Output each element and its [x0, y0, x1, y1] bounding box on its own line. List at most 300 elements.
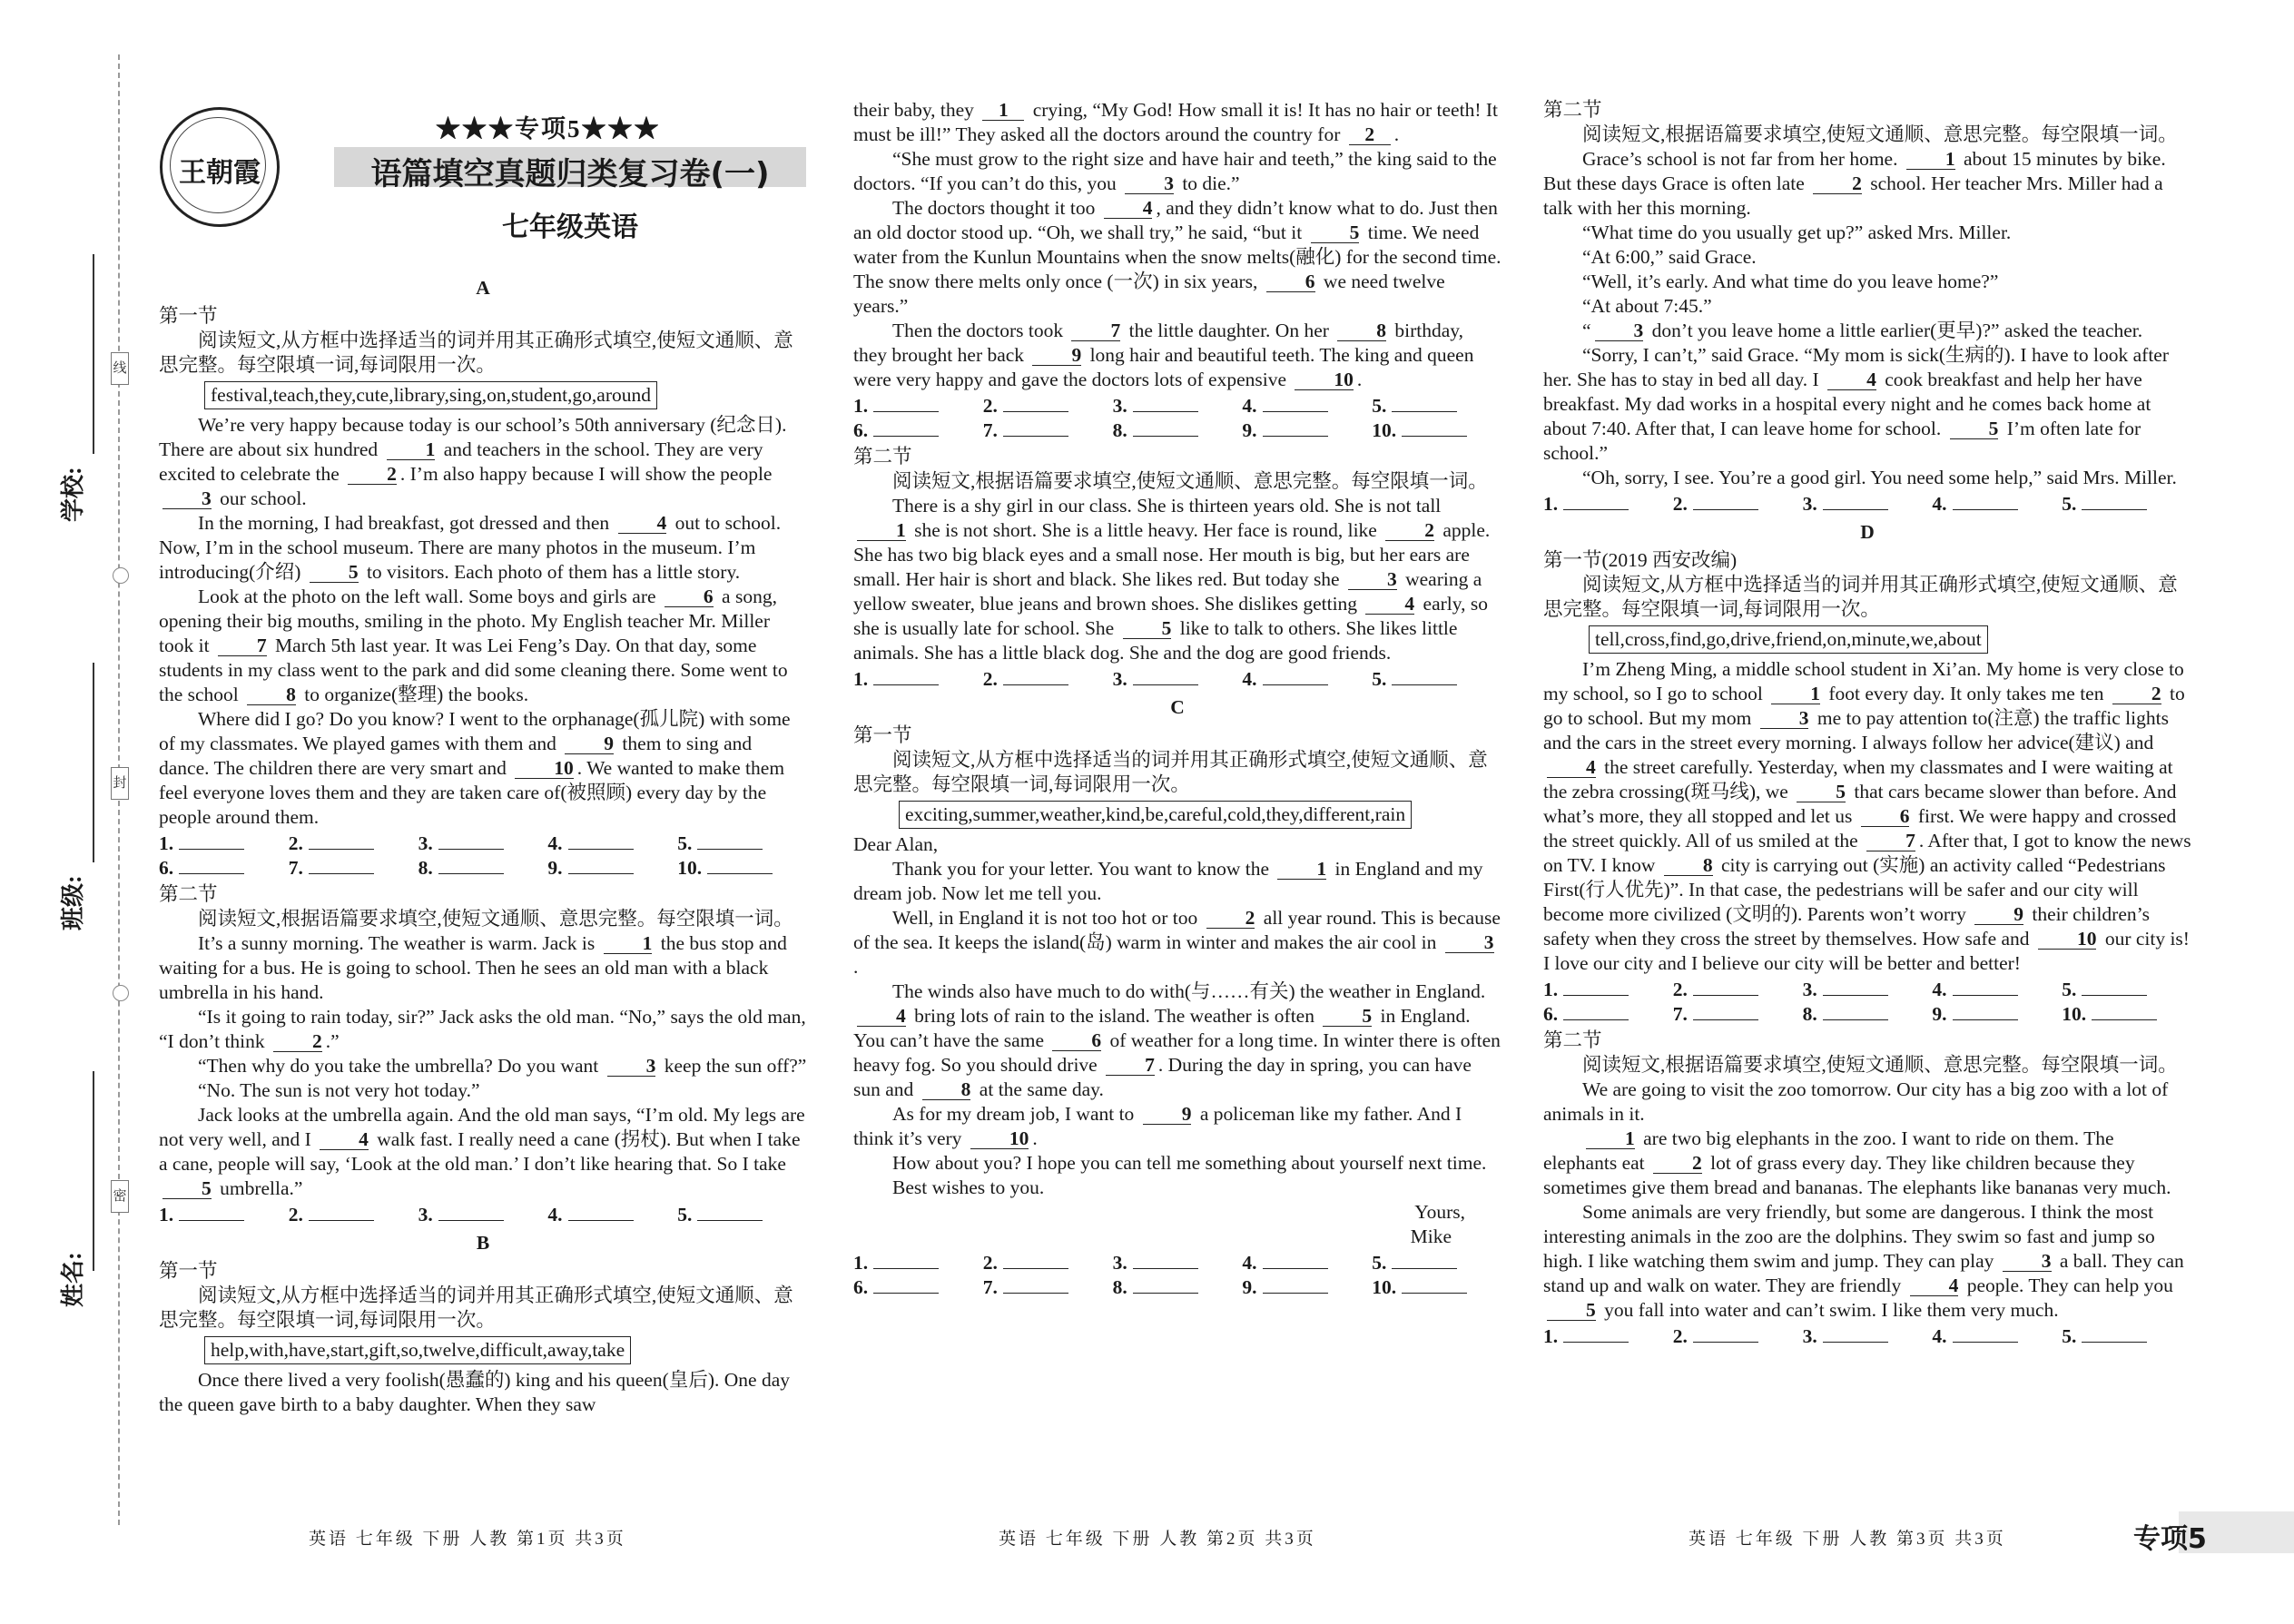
- blank-number[interactable]: 5: [162, 1179, 212, 1199]
- passage-text: to die.”: [1177, 172, 1240, 194]
- part-2-label: 第二节: [1543, 1029, 1602, 1051]
- passage-text: a song, opening their big mouths, smiling in the photo. My English teacher Mr. Miller took it: [159, 586, 777, 656]
- passage-text: We are going to visit the zoo tomorrow. Our city has a big zoo with a lot of animals in it.: [1543, 1078, 2169, 1125]
- passage-text: our school.: [214, 487, 307, 509]
- blank-number[interactable]: 9: [1143, 1105, 1192, 1125]
- section-a-heading: A: [476, 277, 490, 299]
- blank-number[interactable]: 6: [1266, 272, 1315, 292]
- passage-text: “What time do you usually get up?” asked Mrs. Miller.: [1582, 221, 2012, 243]
- blank-number[interactable]: 2: [273, 1032, 322, 1052]
- passage-text: our city is! I love our city and I believe our city will be better and better!: [1543, 928, 2190, 974]
- paragraph: [1543, 270, 2191, 294]
- answer-slot[interactable]: 7.: [1673, 1002, 1803, 1027]
- answer-slot[interactable]: 4.: [1932, 492, 2062, 517]
- blank-number[interactable]: 1: [604, 934, 653, 954]
- blank-number[interactable]: 1: [1906, 150, 1955, 170]
- passage-d1: [1543, 657, 2191, 976]
- answer-slot[interactable]: 10.: [1372, 418, 1501, 443]
- passage-text: In the morning, I had breakfast, got dressed and then: [198, 512, 615, 534]
- part-1-label: 第一节: [159, 305, 218, 327]
- blank-number[interactable]: 3: [607, 1057, 656, 1077]
- passage-text: “Well, it’s early. And what time do you leave home?”: [1582, 271, 1999, 292]
- passage-text: Well, in England it is not too hot or too: [892, 907, 1203, 929]
- answer-slot[interactable]: 1.: [1543, 1324, 1673, 1349]
- answer-slot[interactable]: 2.: [289, 1203, 418, 1227]
- passage-text: are two big elephants in the zoo. I want to ride on them. The elephants eat: [1543, 1127, 2114, 1174]
- answer-slot[interactable]: 7.: [289, 856, 418, 881]
- answer-slot[interactable]: 3.: [1113, 667, 1243, 692]
- part-1-instructions: 阅读短文,从方框中选择适当的词并用其正确形式填空,使短文通顺、意思完整。每空限填一词,每词限用一次。: [159, 1284, 793, 1331]
- blank-number[interactable]: 3: [1125, 174, 1174, 194]
- paragraph: [159, 707, 807, 830]
- passage-text: birthday, they brought her back: [853, 320, 1464, 366]
- blank-number[interactable]: 3: [1445, 933, 1494, 953]
- answer-slot[interactable]: 8.: [1803, 1002, 1933, 1027]
- blank-number[interactable]: 6: [1052, 1031, 1101, 1051]
- paragraph: [159, 1103, 807, 1201]
- answer-slot[interactable]: 4.: [1242, 667, 1372, 692]
- paragraph: [853, 906, 1501, 979]
- blank-number[interactable]: 5: [1797, 782, 1846, 802]
- passage-text: them to sing and dance. The children there are very smart and: [159, 733, 753, 779]
- passage-text: cook breakfast and help her have breakfast. My dad works in a hospital every night and he comes back home at about 7:40. After that, I can leave home for school.: [1543, 369, 2151, 439]
- part-1-label: 第一节(2019 西安改编): [1543, 549, 1738, 571]
- blank-number[interactable]: 7: [1071, 321, 1120, 341]
- passage-text: bring lots of rain to the island. The weather is often: [909, 1005, 1320, 1027]
- passage-text: she is not short. She is a little heavy. Her face is round, like: [909, 519, 1383, 541]
- answer-slot[interactable]: 10.: [1372, 1275, 1501, 1300]
- answer-row: [853, 667, 1501, 692]
- passage-text: at the same day.: [974, 1078, 1104, 1100]
- passage-text: The doctors thought it too: [892, 197, 1100, 219]
- passage-b2: [853, 494, 1501, 665]
- answer-slot[interactable]: 2.: [1673, 1324, 1803, 1349]
- blank-number[interactable]: 2: [2112, 684, 2161, 704]
- answer-slot[interactable]: 6.: [159, 856, 289, 881]
- blank-number[interactable]: 1: [1586, 1129, 1635, 1149]
- paragraph: [1543, 221, 2191, 245]
- page-subtitle: 七年级英语: [502, 212, 638, 243]
- paragraph: [1543, 466, 2191, 490]
- passage-text: to go to school. But my mom: [1543, 683, 2185, 729]
- page-footer: 英语 七年级 下册 人教 第2页 共3页: [999, 1530, 1316, 1549]
- answer-slot[interactable]: 10.: [677, 856, 807, 881]
- part-1-instructions: 阅读短文,从方框中选择适当的词并用其正确形式填空,使短文通顺、意思完整。每空限填一词,每词限用一次。: [159, 330, 793, 376]
- paragraph: [853, 98, 1501, 147]
- answer-slot[interactable]: 8.: [418, 856, 548, 881]
- answer-slot[interactable]: 4.: [1932, 1324, 2062, 1349]
- answer-slot[interactable]: 8.: [1113, 418, 1243, 443]
- word-box: help,with,have,start,gift,so,twelve,difficult,away,take: [204, 1336, 631, 1364]
- word-box: festival,teach,they,cute,library,sing,on,student,go,around: [204, 381, 657, 409]
- part-2-instructions: 阅读短文,根据语篇要求填空,使短文通顺、意思完整。每空限填一词。: [1582, 123, 2178, 145]
- paragraph: [1543, 294, 2191, 319]
- school-label: 学校:: [60, 467, 86, 522]
- passage-text: the bus stop and waiting for a bus. He is going to school. Then he sees an old man with a black umbrella in his hand.: [159, 932, 787, 1003]
- blank-number[interactable]: 5: [310, 563, 359, 583]
- answer-slot[interactable]: 8.: [1113, 1275, 1243, 1300]
- part-1-label: 第一节: [853, 724, 912, 746]
- blank-number[interactable]: 10: [515, 759, 574, 779]
- passage-text: about 15 minutes by bike. But these days Grace is often late: [1543, 148, 2166, 194]
- paragraph: [853, 494, 1501, 665]
- answer-slot[interactable]: 3.: [1803, 1324, 1933, 1349]
- blank-number[interactable]: 9: [565, 734, 614, 754]
- blank-number[interactable]: 8: [247, 685, 296, 705]
- paragraph: [159, 1005, 807, 1054]
- blank-number[interactable]: 7: [1106, 1056, 1155, 1076]
- answer-row: [1543, 978, 2191, 1027]
- binding-hole: [113, 567, 129, 584]
- blank-number[interactable]: 10: [2038, 930, 2097, 950]
- answer-slot[interactable]: 1.: [1543, 492, 1673, 517]
- letter-greeting: Dear Alan,: [853, 833, 939, 855]
- passage-b1-start: Once there lived a very foolish(愚蠢的) king and his queen(皇后). One day the queen gave birth to a baby daughter. When they saw: [159, 1369, 790, 1415]
- answer-slot[interactable]: 5.: [2062, 978, 2191, 1002]
- answer-slot[interactable]: 2.: [1673, 492, 1803, 517]
- answer-slot[interactable]: 3.: [418, 832, 548, 856]
- passage-text: . I’m also happy because I will show the people: [399, 463, 773, 485]
- blank-number[interactable]: 5: [1311, 223, 1360, 243]
- binding-seal-char: 密: [111, 1180, 129, 1213]
- answer-slot[interactable]: 6.: [853, 418, 983, 443]
- paragraph: [853, 319, 1501, 392]
- answer-slot[interactable]: 5.: [677, 1203, 807, 1227]
- blank-number[interactable]: 4: [1365, 595, 1414, 615]
- school-fill-line: [93, 254, 94, 454]
- passage-text: “Oh, sorry, I see. You’re a good girl. You need some help,” said Mrs. Miller.: [1582, 467, 2177, 488]
- passage-text: to visitors. Each photo of them has a little story.: [361, 561, 741, 583]
- blank-number[interactable]: 6: [665, 587, 714, 607]
- answer-slot[interactable]: 1.: [159, 1203, 289, 1227]
- paragraph: [1543, 319, 2191, 343]
- blank-number[interactable]: 4: [1910, 1276, 1959, 1296]
- blank-number[interactable]: 4: [857, 1007, 906, 1027]
- answer-slot[interactable]: 4.: [1932, 978, 2062, 1002]
- passage-text: “At 6:00,” said Grace.: [1582, 246, 1757, 268]
- blank-number[interactable]: 2: [1813, 174, 1862, 194]
- paragraph: [159, 585, 807, 707]
- passage-text: It’s a sunny morning. The weather is warm. Jack is: [198, 932, 600, 954]
- series-label: ★★★专项5★★★: [436, 115, 661, 143]
- passage-text: Best wishes to you.: [892, 1176, 1045, 1198]
- answer-row: [1543, 492, 2191, 517]
- answer-slot[interactable]: 1.: [853, 1251, 983, 1275]
- passage-text: Jack looks at the umbrella again. And the old man says, “I’m old. My legs are not very well, and I: [159, 1104, 805, 1150]
- blank-number[interactable]: 3: [1595, 321, 1644, 341]
- passage-text: we need twelve years.”: [853, 271, 1445, 317]
- passage-text: Where did I go? Do you know? I went to the orphanage(孤儿院) with some of my classmates. We played games with them and: [159, 708, 791, 754]
- blank-number[interactable]: 2: [1385, 521, 1434, 541]
- class-fill-line: [93, 663, 94, 862]
- paragraph: [1543, 1200, 2191, 1323]
- passage-text: . After that, I got to know the news on TV. I know: [1543, 830, 2191, 876]
- passage-text: There is a shy girl in our class. She is thirteen years old. She is not tall: [892, 495, 1442, 517]
- answer-row: [159, 832, 807, 881]
- answer-slot[interactable]: 5.: [2062, 492, 2191, 517]
- class-label: 班级:: [60, 875, 86, 930]
- answer-slot[interactable]: 5.: [2062, 1324, 2191, 1349]
- blank-number[interactable]: 1: [1771, 684, 1820, 704]
- answer-slot[interactable]: 2.: [983, 394, 1113, 418]
- passage-text: long hair and beautiful teeth. The king and queen were very happy and gave the doctors lots of expensive: [853, 344, 1474, 390]
- passage-text: umbrella.”: [214, 1177, 303, 1199]
- answer-slot[interactable]: 2.: [983, 1251, 1113, 1275]
- passage-text: . We wanted to make them feel everyone loves them and they are taken care of(被照顾) every day by the people around them.: [159, 757, 785, 828]
- blank-number[interactable]: 2: [1653, 1154, 1702, 1174]
- passage-text: wearing a yellow sweater, blue jeans and brown shoes. She dislikes getting: [853, 568, 1482, 615]
- passage-text: “She must grow to the right size and have hair and teeth,” the king said to the doctors. “If you can’t do this, you: [853, 148, 1497, 194]
- passage-text: their children’s safety when they cross the street by themselves. How safe and: [1543, 903, 2150, 950]
- answer-slot[interactable]: 1.: [159, 832, 289, 856]
- paragraph: [1543, 1078, 2191, 1127]
- passage-text: crying, “My God! How small it is! It has no hair or teeth! It must be ill!” They asked all the doctors around the country for: [853, 99, 1498, 145]
- passage-text: As for my dream job, I want to: [892, 1103, 1139, 1125]
- paragraph: [159, 1078, 807, 1103]
- answer-slot[interactable]: 4.: [1242, 394, 1372, 418]
- answer-row: [1543, 1324, 2191, 1349]
- word-box: tell,cross,find,go,drive,friend,on,minute,we,about: [1589, 625, 1988, 654]
- answer-slot[interactable]: 5.: [1372, 1251, 1501, 1275]
- blank-number[interactable]: 1: [1277, 860, 1326, 880]
- passage-text: “Is it going to rain today, sir?” Jack asks the old man. “No,” says the old man, “I don’t think: [159, 1006, 806, 1052]
- blank-number[interactable]: 3: [162, 489, 212, 509]
- blank-number[interactable]: 1: [982, 101, 1024, 121]
- passage-text: Some animals are very friendly, but some are dangerous. I think the most interesting animals in the zoo are the dolphins. They swim so fast and jump so high. I like watching them swim and jump. They can play: [1543, 1201, 2155, 1272]
- answer-row: [159, 1203, 807, 1227]
- paragraph: [853, 979, 1501, 1102]
- name-fill-line: [93, 1071, 94, 1271]
- answer-slot[interactable]: 1.: [1543, 978, 1673, 1002]
- paragraph: [853, 147, 1501, 196]
- answer-slot[interactable]: 4.: [547, 832, 677, 856]
- passage-text: March 5th last year. It was Lei Feng’s Day. On that day, some students in my class went to the park and did some cleaning there. Some went to the school: [159, 635, 788, 705]
- letter-closing: Yours,: [1414, 1201, 1465, 1223]
- blank-number[interactable]: 4: [618, 514, 667, 534]
- paragraph: [1543, 343, 2191, 466]
- blank-number[interactable]: 5: [1547, 1301, 1596, 1321]
- blank-number[interactable]: 10: [970, 1129, 1029, 1149]
- paragraph: [853, 196, 1501, 319]
- answer-slot[interactable]: 3.: [1803, 492, 1933, 517]
- passage-text: like to talk to others. She likes little animals. She has a little black dog. She and the dog are good friends.: [853, 617, 1458, 664]
- answer-slot[interactable]: 9.: [1242, 418, 1372, 443]
- section-badge: 专项5: [2133, 1523, 2207, 1555]
- blank-number[interactable]: 7: [1866, 832, 1915, 851]
- answer-slot[interactable]: 5.: [1372, 394, 1501, 418]
- part-1-instructions: 阅读短文,从方框中选择适当的词并用其正确形式填空,使短文通顺、意思完整。每空限填一词,每词限用一次。: [1543, 574, 2178, 620]
- passage-text: and teachers in the school. They are very excited to celebrate the: [159, 438, 763, 485]
- answer-slot[interactable]: 6.: [853, 1275, 983, 1300]
- passage-text: I’m often late for school.”: [1543, 418, 2141, 464]
- section-b-heading: B: [476, 1232, 490, 1254]
- passage-text: .: [1356, 369, 1363, 390]
- passage-text: out to school. Now, I’m in the school museum. There are many photos in the museum. I’m introducing(介绍): [159, 512, 782, 583]
- blank-number[interactable]: 9: [1974, 905, 2023, 925]
- blank-number[interactable]: 3: [2003, 1252, 2052, 1272]
- binding-seal-char: 线: [111, 352, 129, 385]
- part-1-label: 第一节: [159, 1260, 218, 1282]
- passage-text: don’t you leave home a little earlier(更早)?” asked the teacher.: [1647, 320, 2143, 341]
- passage-text: “Then why do you take the umbrella? Do you want: [198, 1055, 604, 1077]
- part-1-instructions: 阅读短文,从方框中选择适当的词并用其正确形式填空,使短文通顺、意思完整。每空限填一词,每词限用一次。: [853, 749, 1488, 795]
- blank-number[interactable]: 6: [1861, 807, 1910, 827]
- blank-number[interactable]: 4: [1827, 370, 1876, 390]
- passage-text: to organize(整理) the books.: [299, 684, 529, 705]
- paragraph: [159, 931, 807, 1005]
- passage-text: I’m Zheng Ming, a middle school student in Xi’an. My home is very close to my school, so I go to school: [1543, 658, 2184, 704]
- blank-number[interactable]: 5: [1123, 619, 1172, 639]
- answer-slot[interactable]: 9.: [1932, 1002, 2062, 1027]
- passage-text: Then the doctors took: [892, 320, 1068, 341]
- blank-number[interactable]: 4: [1547, 758, 1596, 778]
- passage-text: foot every day. It only takes me ten: [1824, 683, 2109, 704]
- passage-text: The winds also have much to do with(与……有关) the weather in England.: [892, 980, 1486, 1002]
- blank-number[interactable]: 9: [1032, 346, 1081, 366]
- answer-slot[interactable]: 4.: [1242, 1251, 1372, 1275]
- part-2-instructions: 阅读短文,根据语篇要求填空,使短文通顺、意思完整。每空限填一词。: [1582, 1054, 2178, 1076]
- answer-slot[interactable]: 3.: [1803, 978, 1933, 1002]
- answer-slot[interactable]: 3.: [418, 1203, 548, 1227]
- passage-text: . During the day in spring, you can have sun and: [853, 1054, 1472, 1100]
- answer-row: [853, 394, 1501, 443]
- blank-number[interactable]: 1: [857, 521, 906, 541]
- passage-a1: [159, 413, 807, 830]
- passage-text: Grace’s school is not far from her home.: [1582, 148, 1903, 170]
- blank-number[interactable]: 1: [387, 440, 436, 460]
- blank-number[interactable]: 2: [348, 465, 397, 485]
- brand-logo: 王朝霞: [160, 107, 280, 227]
- answer-slot[interactable]: 5.: [677, 832, 807, 856]
- passage-text: all year round. This is because of the sea. It keeps the island(岛) warm in winter and makes the air cool in: [853, 907, 1501, 953]
- passage-text: that cars became slower than before. And what’s more, they all stopped and let us: [1543, 781, 2177, 827]
- passage-text: a ball. They can stand up and walk on water. They are friendly: [1543, 1250, 2184, 1296]
- passage-text: in England. You can’t have the same: [853, 1005, 1471, 1051]
- passage-text: the street carefully. Yesterday, when my classmates and I were waiting at the zebra crossing(斑马线), we: [1543, 756, 2173, 802]
- answer-slot[interactable]: 2.: [289, 832, 418, 856]
- blank-number[interactable]: 8: [922, 1080, 971, 1100]
- blank-number[interactable]: 7: [218, 636, 267, 656]
- passage-text: first. We were happy and crossed the street quickly. All of us smiled at the: [1543, 805, 2177, 851]
- passage-text: , and they didn’t know what to do. Just then an old doctor stood up. “Oh, we shall try,” he said, “but it: [853, 197, 1498, 243]
- passage-text: of weather for a long time. In winter there is often heavy fog. So you should drive: [853, 1029, 1501, 1076]
- passage-text: time. We need water from the Kunlun Mountains when the snow melts(融化) for the second time. The snow there melts only once (一次) in six years,: [853, 221, 1501, 292]
- blank-number[interactable]: 2: [1206, 909, 1255, 929]
- blank-number[interactable]: 8: [1664, 856, 1713, 876]
- passage-text: We’re very happy because today is our school’s 50th anniversary (纪念日). There are about six hundred: [159, 414, 787, 460]
- section-d-heading: D: [1860, 521, 1875, 543]
- passage-text: .: [1032, 1127, 1038, 1149]
- word-box: exciting,summer,weather,kind,be,careful,cold,they,different,rain: [899, 801, 1412, 829]
- answer-slot[interactable]: 3.: [1113, 394, 1243, 418]
- answer-slot[interactable]: 10.: [2062, 1002, 2191, 1027]
- paragraph: [853, 1102, 1501, 1151]
- paragraph: [159, 413, 807, 511]
- passage-text: a policeman like my father. And I think it’s very: [853, 1103, 1462, 1149]
- passage-text: the little daughter. On her: [1124, 320, 1334, 341]
- passage-text: you fall into water and can’t swim. I like them very much.: [1599, 1299, 2059, 1321]
- answer-slot[interactable]: 2.: [983, 667, 1113, 692]
- answer-slot[interactable]: 9.: [547, 856, 677, 881]
- page-footer: 英语 七年级 下册 人教 第1页 共3页: [309, 1530, 626, 1549]
- section-c-heading: C: [1170, 696, 1185, 718]
- passage-text: in England and my dream job. Now let me tell you.: [853, 858, 1483, 904]
- passage-text: Thank you for your letter. You want to know the: [892, 858, 1275, 880]
- passage-text: “Sorry, I can’t,” said Grace. “My mom is sick(生病的). I have to look after her. She has to stay in bed all day. I: [1543, 344, 2169, 390]
- column-3: [1543, 98, 2191, 1351]
- passage-c1: [853, 857, 1501, 1200]
- answer-slot[interactable]: 1.: [853, 667, 983, 692]
- passage-text: their baby, they: [853, 99, 980, 121]
- blank-number[interactable]: 5: [1950, 419, 1999, 439]
- answer-slot[interactable]: 2.: [1673, 978, 1803, 1002]
- answer-slot[interactable]: 1.: [853, 394, 983, 418]
- binding-seal-char: 封: [111, 767, 129, 800]
- passage-a2: [159, 931, 807, 1201]
- passage-text: Look at the photo on the left wall. Some boys and girls are: [198, 586, 661, 607]
- blank-number[interactable]: 3: [1760, 709, 1809, 729]
- passage-text: walk fast. I really need a cane (拐杖). But when I take a cane, people will say, ‘Look at the old man.’ I don’t like hearing that. So I take: [159, 1128, 801, 1175]
- passage-text: early, so she is usually late for school. She: [853, 593, 1488, 639]
- passage-text: .”: [325, 1030, 340, 1052]
- answer-slot[interactable]: 7.: [983, 418, 1113, 443]
- page-footer: 英语 七年级 下册 人教 第3页 共3页: [1689, 1530, 2006, 1549]
- paragraph: [1543, 1127, 2191, 1200]
- blank-number[interactable]: 4: [1104, 199, 1153, 219]
- passage-text: .: [853, 956, 859, 978]
- paragraph: [159, 511, 807, 585]
- answer-slot[interactable]: 4.: [547, 1203, 677, 1227]
- passage-text: school. Her teacher Mrs. Miller had a talk with her this morning.: [1543, 172, 2163, 219]
- blank-number[interactable]: 4: [320, 1130, 369, 1150]
- paragraph: [853, 1151, 1501, 1176]
- letter-signature: Mike: [1410, 1225, 1452, 1247]
- part-2-label: 第二节: [853, 446, 912, 468]
- answer-slot[interactable]: 6.: [1543, 1002, 1673, 1027]
- passage-text: people. They can help you: [1962, 1275, 2173, 1296]
- column-1: [159, 272, 807, 1417]
- passage-text: me to pay attention to(注意) the traffic lights and the cars in the street every morning. I always follow her advice(建议) and: [1543, 707, 2169, 753]
- answer-slot[interactable]: 9.: [1242, 1275, 1372, 1300]
- page-title: 语篇填空真题归类复习卷(一): [370, 156, 770, 192]
- paragraph: [853, 857, 1501, 906]
- blank-number[interactable]: 8: [1337, 321, 1386, 341]
- paragraph: [1543, 245, 2191, 270]
- passage-d2: [1543, 1078, 2191, 1323]
- passage-text: “At about 7:45.”: [1582, 295, 1712, 317]
- answer-slot[interactable]: 7.: [983, 1275, 1113, 1300]
- name-label: 姓名:: [60, 1252, 86, 1307]
- answer-slot[interactable]: 5.: [1372, 667, 1501, 692]
- passage-text: keep the sun off?”: [659, 1055, 807, 1077]
- paragraph: [159, 1054, 807, 1078]
- part-2-label: 第二节: [159, 883, 218, 905]
- paragraph: [1543, 657, 2191, 976]
- answer-row: [853, 1251, 1501, 1300]
- paragraph: [853, 1176, 1501, 1200]
- column-2: [853, 98, 1501, 1302]
- passage-text: apple. She has two big black eyes and a small nose. Her mouth is big, but her ears are small. Her hair is short and black. She likes red. But today she: [853, 519, 1491, 590]
- passage-c2: [1543, 147, 2191, 490]
- blank-number[interactable]: 3: [1348, 570, 1397, 590]
- blank-number[interactable]: 2: [1349, 125, 1391, 145]
- blank-number[interactable]: 5: [1323, 1007, 1372, 1027]
- passage-text: How about you? I hope you can tell me something about yourself next time.: [892, 1152, 1487, 1174]
- binding-hole: [113, 985, 129, 1001]
- answer-slot[interactable]: 3.: [1113, 1251, 1243, 1275]
- passage-b1: [853, 98, 1501, 392]
- blank-number[interactable]: 10: [1295, 370, 1354, 390]
